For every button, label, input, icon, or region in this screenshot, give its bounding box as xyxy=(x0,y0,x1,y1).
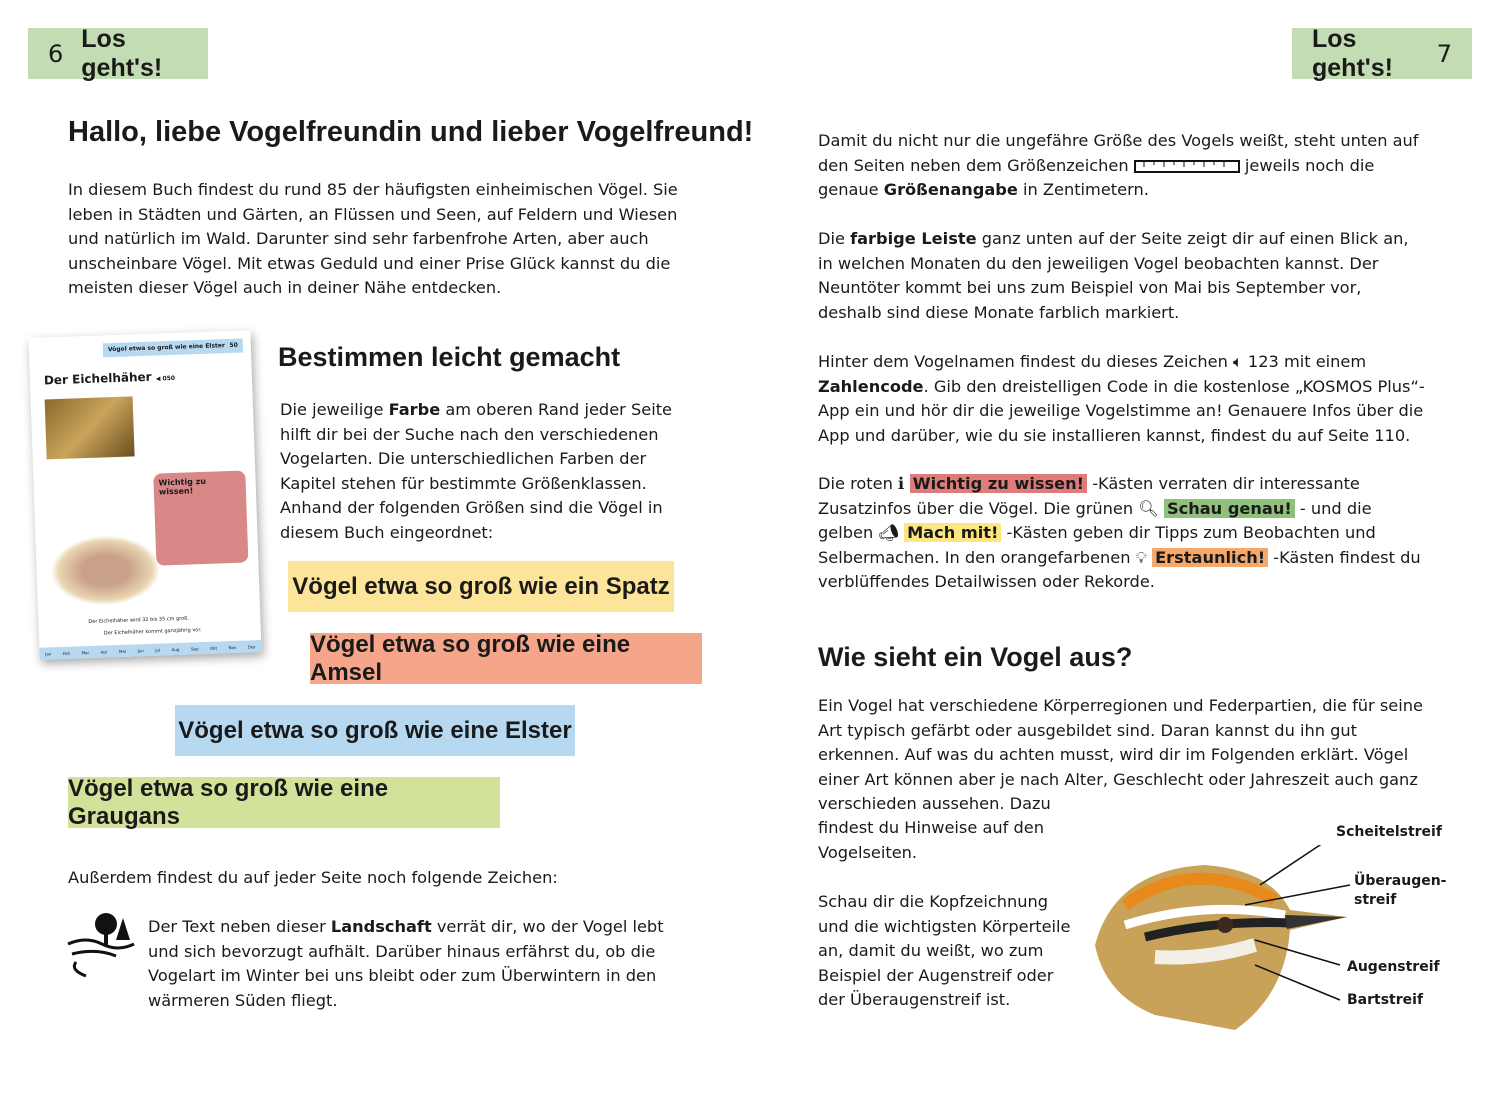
thumb-size: Der Eichelhäher wird 32 bis 35 cm groß. xyxy=(88,615,190,626)
orange-box-label: Erstaunlich! xyxy=(1152,548,1268,567)
size-paragraph: Damit du nicht nur die ungefähre Größe des Vogels weißt, steht unten auf den Seiten neben dem Größenzeichen jeweils noch die genaue Größenangabe in Zentimetern. xyxy=(818,131,1419,199)
label-scheitelstreif: Scheitelstreif xyxy=(1336,824,1442,840)
section-title: Los geht's! xyxy=(1312,24,1393,82)
head-paragraph: Schau dir die Kopfzeichnung und die wichtigsten Körperteile an, damit du weißt, wo zum Beispiel der Augenstreif oder der Überaugenstreif ist. xyxy=(818,892,1071,1009)
boxes-paragraph: Die roten ℹ︎ Wichtig zu wissen! -Kästen verraten dir interessante Zusatzinfos über die Vögel. Die grünen 🔍︎ Schau genau! - und die gelben 📣︎ Mach mit! -Kästen geben dir Tipps zum Beobachten und Selbermachen. In den orangefarbenen 💡︎ Erstaunlich! -Kästen findest du verblüffendes Detailwissen oder Rekorde. xyxy=(818,474,1421,591)
section-title: Los geht's! xyxy=(81,24,163,82)
color-paragraph: Die jeweilige Farbe am oberen Rand jeder Seite hilft dir bei der Suche nach den verschiedenen Vogelarten. Die unterschiedlichen Farben der Kapitel stehen für bestimmte Größenklassen. Anhand der folgenden Größen sind die Vögel in diesem Buch eingeordnet: xyxy=(280,400,673,542)
intro-paragraph: In diesem Buch findest du rund 85 der häufigsten einheimischen Vögel. Sie leben in Städten und Gärten, an Flüssen und Seen, auf Feldern und Wiesen und natürlich im Wald. Darunter sind sehr farbenfrohe Arten, aber auch unscheinbare Vögel. Mit etwas Geduld und einer Prise Glück kannst du die meisten dieser Vögel auch in deiner Nähe entdecken. xyxy=(68,180,678,297)
thumb-header: Vögel etwa so groß wie eine Elster xyxy=(107,342,226,354)
size-class-spatz: Vögel etwa so groß wie ein Spatz xyxy=(288,561,674,612)
label-ueberaugenstreif: Überaugen- streif xyxy=(1354,873,1447,908)
size-class-elster: Vögel etwa so groß wie eine Elster xyxy=(175,705,575,756)
anatomy-paragraph-cont: findest du Hinweise auf den Vogelseiten. xyxy=(818,818,1044,862)
yellow-box-label: Mach mit! xyxy=(904,523,1001,542)
size-class-amsel: Vögel etwa so groß wie eine Amsel xyxy=(310,633,702,684)
label-bartstreif: Bartstreif xyxy=(1347,992,1424,1008)
months-paragraph: Die farbige Leiste ganz unten auf der Seite zeigt dir auf einen Blick an, in welchen Monaten du den jeweiligen Vogel beobachten kannst. Der Neuntöter kommt bei uns zum Beispiel von Mai bis September vor, deshalb sind diese Monate farblich markiert. xyxy=(818,229,1409,322)
symbols-intro: Außerdem findest du auf jeder Seite noch folgende Zeichen: xyxy=(68,868,558,887)
page-number: 7 xyxy=(1436,39,1452,68)
size-class-graugans: Vögel etwa so groß wie eine Graugans xyxy=(68,777,500,828)
page-header-right xyxy=(1292,24,1472,82)
sound-code: 123 xyxy=(1247,352,1279,371)
jay-photo xyxy=(45,396,135,459)
megaphone-icon: 📣︎ xyxy=(878,523,905,542)
magnifier-icon: 🔍︎ xyxy=(1138,498,1164,518)
jay-illustration xyxy=(49,534,161,608)
page-number: 6 xyxy=(48,39,64,68)
thumb-title: Der Eichelhäher ◀ 050 xyxy=(43,369,176,388)
label-augenstreif: Augenstreif xyxy=(1347,959,1440,975)
thumb-months-bar: Jan Feb Mar Apr Mai Jun Jul Aug Sep Okt Nov Dez xyxy=(39,640,261,660)
thumb-info-box: Wichtig zu wissen! xyxy=(153,470,248,565)
bird-head-illustration xyxy=(1085,845,1355,1035)
red-box-label: Wichtig zu wissen! xyxy=(910,474,1087,493)
sample-page-thumbnail xyxy=(28,330,261,660)
thumb-page: 50 xyxy=(229,341,238,349)
page-header-left xyxy=(28,24,208,82)
app-paragraph: Hinter dem Vogelnamen findest du dieses Zeichen 🔈︎ 123 mit einem Zahlencode. Gib den dreistelligen Code in die kostenlose „KOSMOS Plus“-App ein und hör dir die jeweilige Vogelstimme an! Genauere Infos über die App und darüber, wie du sie installieren kannst, findest du auf Seite 110. xyxy=(818,352,1425,445)
landscape-icon xyxy=(66,910,136,980)
info-icon: ℹ︎ xyxy=(897,474,910,493)
section-heading: Wie sieht ein Vogel aus? xyxy=(818,642,1133,672)
thumb-months-note: Der Eichelhäher kommt ganzjährig vor. xyxy=(103,627,202,637)
lightbulb-icon: 💡︎ xyxy=(1135,547,1153,567)
landscape-paragraph: Der Text neben dieser Landschaft verrät dir, wo der Vogel lebt und sich bevorzugt aufhält. Darüber hinaus erfährst du, ob die Vogelart im Winter bei uns bleibt oder zum Überwintern in den wärmeren Süden fliegt. xyxy=(148,917,664,1010)
green-box-label: Schau genau! xyxy=(1164,499,1295,518)
ruler-icon xyxy=(1134,158,1240,174)
anatomy-paragraph: Ein Vogel hat verschiedene Körperregionen und Federpartien, die für seine Art typisch gefärbt oder ausgebildet sind. Daran kannst du ihn gut erkennen. Auf was du achten musst, wird dir im Folgenden erklärt. Vögel einer Art können aber je nach Alter, Geschlecht oder Jahreszeit auch ganz verschieden aussehen. Dazu xyxy=(818,696,1423,813)
page-title: Hallo, liebe Vogelfreundin und lieber Vogelfreund! xyxy=(68,116,754,148)
section-heading: Bestimmen leicht gemacht xyxy=(278,342,621,372)
speaker-icon: 🔈︎ xyxy=(1233,352,1248,371)
